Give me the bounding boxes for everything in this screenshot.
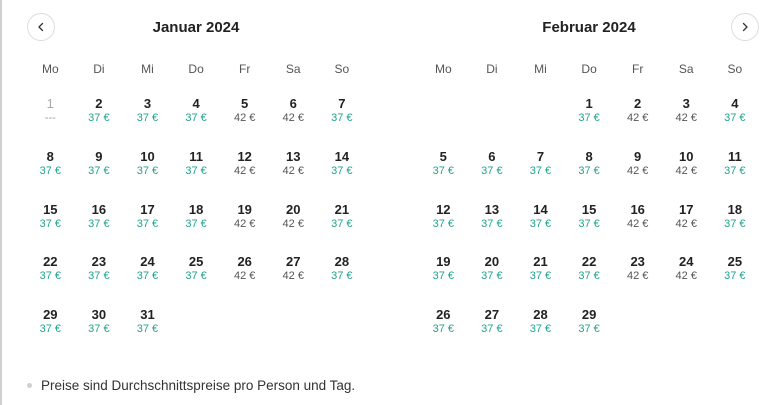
day-cell[interactable] (318, 202, 367, 255)
day-price: 37 € (331, 112, 353, 124)
month-title: Februar 2024 (542, 19, 636, 36)
weekday-header (26, 62, 366, 76)
weekday-label: Di (486, 62, 498, 76)
day-number: 11 (189, 148, 203, 164)
day-price: 42 € (626, 164, 649, 177)
day-number: 6 (289, 96, 297, 111)
day-number: 13 (286, 148, 301, 164)
day-number: 16 (91, 201, 107, 217)
month-title: Januar 2024 (152, 19, 240, 36)
day-cell[interactable] (468, 149, 517, 202)
day-price: 37 € (185, 270, 207, 283)
day-price: 42 € (282, 112, 304, 124)
day-number: 14 (334, 148, 350, 164)
day-cell[interactable] (123, 307, 172, 360)
day-number: 4 (731, 96, 739, 111)
day-cell[interactable] (613, 254, 662, 307)
day-cell[interactable] (220, 149, 269, 202)
day-cell[interactable] (711, 96, 760, 149)
weekday-label: Mi (534, 62, 547, 76)
day-number: 19 (237, 201, 252, 217)
day-number: 2 (634, 96, 642, 111)
day-number: 13 (484, 201, 500, 217)
day-number: 22 (581, 254, 597, 270)
day-price: 37 € (185, 217, 207, 230)
day-number: 14 (533, 201, 548, 217)
day-cell[interactable] (172, 254, 221, 307)
day-price: 42 € (626, 112, 649, 124)
day-number: 20 (286, 201, 301, 217)
day-number: 3 (143, 96, 152, 111)
day-price: 37 € (432, 323, 454, 336)
day-price: 37 € (39, 217, 61, 230)
day-number: 17 (140, 201, 155, 217)
day-price: 37 € (578, 112, 600, 124)
day-cell[interactable] (26, 307, 75, 360)
day-cell[interactable] (516, 254, 565, 307)
day-number: 27 (286, 254, 301, 270)
day-cell[interactable] (26, 149, 75, 202)
day-number: 29 (581, 307, 597, 323)
day-price: 37 € (39, 323, 61, 336)
day-number: 23 (630, 254, 645, 270)
day-cell[interactable] (565, 96, 614, 149)
day-cell[interactable] (75, 254, 124, 307)
day-price: 37 € (88, 270, 110, 283)
weekday-label: Do (188, 62, 204, 76)
day-price: 37 € (724, 112, 746, 124)
day-cell (26, 96, 75, 149)
day-number: 30 (91, 307, 107, 323)
day-price: 37 € (136, 217, 159, 230)
day-number: 15 (43, 201, 58, 217)
day-number: 24 (140, 254, 155, 270)
day-price: 37 € (481, 270, 503, 283)
day-price: 37 € (331, 164, 353, 177)
day-price: 37 € (481, 323, 503, 336)
day-number: 5 (241, 96, 249, 111)
weekday-label: Sa (678, 62, 694, 76)
day-cell[interactable] (269, 254, 318, 307)
day-price: 37 € (331, 270, 353, 283)
weekday-label: Di (93, 62, 105, 76)
day-number: 12 (436, 201, 451, 217)
day-number: 29 (43, 307, 58, 323)
day-price: 37 € (136, 164, 159, 177)
day-cell[interactable] (419, 254, 468, 307)
day-price: 37 € (724, 164, 746, 177)
day-number: 9 (634, 148, 642, 164)
day-price: 37 € (578, 323, 600, 336)
empty-cell (468, 96, 517, 149)
day-cell[interactable] (172, 96, 221, 149)
day-grid (419, 96, 759, 360)
day-price: 42 € (626, 270, 649, 283)
weekday-label: Fr (632, 62, 644, 76)
day-cell[interactable] (565, 149, 614, 202)
day-cell[interactable] (565, 202, 614, 255)
day-price: 42 € (675, 164, 697, 177)
day-cell[interactable] (613, 202, 662, 255)
day-number: 26 (237, 254, 252, 270)
day-number: 23 (91, 254, 107, 270)
day-number: 21 (334, 201, 350, 217)
day-cell[interactable] (468, 202, 517, 255)
day-cell[interactable] (26, 202, 75, 255)
price-footnote (27, 378, 355, 393)
day-price: 37 € (39, 164, 61, 177)
day-cell[interactable] (516, 202, 565, 255)
footnote-text: Preise sind Durchschnittspreise pro Person und Tag. (41, 378, 356, 393)
day-number: 20 (484, 254, 500, 270)
day-price: 37 € (136, 270, 159, 283)
day-cell[interactable] (662, 149, 711, 202)
left-border (0, 0, 2, 405)
day-price: --- (44, 112, 56, 124)
day-price: 37 € (185, 164, 207, 177)
day-price: 37 € (578, 270, 600, 283)
day-price: 37 € (432, 164, 454, 177)
day-number: 18 (188, 201, 204, 217)
day-cell[interactable] (565, 254, 614, 307)
day-cell[interactable] (26, 254, 75, 307)
day-cell[interactable] (172, 149, 221, 202)
day-number: 17 (679, 201, 694, 217)
day-price: 42 € (626, 217, 649, 230)
day-cell[interactable] (711, 254, 760, 307)
day-cell[interactable] (123, 254, 172, 307)
day-cell[interactable] (123, 96, 172, 149)
day-price: 42 € (233, 217, 256, 230)
day-number: 7 (536, 148, 545, 164)
day-number: 18 (727, 201, 743, 217)
day-number: 4 (192, 96, 200, 111)
day-price: 42 € (675, 217, 697, 230)
day-cell[interactable] (269, 149, 318, 202)
day-number: 16 (630, 201, 645, 217)
day-price: 42 € (282, 217, 304, 230)
day-price: 37 € (39, 270, 61, 283)
day-number: 22 (43, 254, 58, 270)
day-price: 37 € (136, 112, 159, 124)
day-cell[interactable] (75, 307, 124, 360)
weekday-label: Mo (41, 62, 59, 76)
day-grid (26, 96, 366, 360)
day-price: 37 € (432, 270, 454, 283)
day-cell[interactable] (172, 202, 221, 255)
day-price: 42 € (282, 164, 304, 177)
day-number: 25 (188, 254, 204, 270)
day-number: 7 (338, 96, 346, 111)
day-number: 21 (533, 254, 548, 270)
day-cell[interactable] (419, 307, 468, 360)
weekday-label: Sa (285, 62, 301, 76)
day-number: 27 (484, 307, 500, 323)
weekday-label: Mo (434, 62, 452, 76)
day-number: 26 (436, 307, 451, 323)
day-price: 42 € (233, 270, 256, 283)
weekday-header (419, 62, 759, 76)
day-price: 37 € (578, 217, 600, 230)
day-price: 42 € (282, 270, 304, 283)
day-cell[interactable] (662, 96, 711, 149)
day-number: 2 (95, 96, 103, 111)
day-number: 24 (679, 254, 694, 270)
weekday-label: So (727, 62, 743, 76)
day-number: 8 (46, 148, 54, 164)
day-cell[interactable] (75, 202, 124, 255)
day-number: 5 (439, 148, 447, 164)
day-price: 37 € (432, 217, 454, 230)
day-number: 9 (95, 148, 103, 164)
day-cell[interactable] (468, 254, 517, 307)
day-price: 42 € (675, 112, 697, 124)
day-cell[interactable] (516, 307, 565, 360)
day-cell[interactable] (123, 149, 172, 202)
day-price: 37 € (88, 164, 110, 177)
day-cell[interactable] (318, 149, 367, 202)
day-price: 37 € (331, 217, 353, 230)
empty-cell (419, 96, 468, 149)
day-number: 1 (585, 96, 593, 111)
day-cell[interactable] (220, 254, 269, 307)
day-number: 11 (727, 148, 742, 164)
day-cell[interactable] (75, 96, 124, 149)
day-price: 42 € (675, 270, 697, 283)
empty-cell (516, 96, 565, 149)
day-cell[interactable] (662, 202, 711, 255)
day-price: 37 € (578, 164, 600, 177)
day-cell[interactable] (269, 96, 318, 149)
weekday-label: So (334, 62, 350, 76)
day-cell[interactable] (711, 149, 760, 202)
day-price: 37 € (724, 217, 746, 230)
day-cell[interactable] (613, 96, 662, 149)
day-number: 10 (679, 148, 694, 164)
day-price: 37 € (529, 217, 552, 230)
day-number: 10 (140, 148, 155, 164)
day-number: 28 (334, 254, 350, 270)
day-price: 37 € (88, 217, 110, 230)
day-price: 42 € (233, 164, 256, 177)
day-price: 37 € (185, 112, 207, 124)
day-price: 37 € (88, 323, 110, 336)
day-price: 37 € (529, 323, 552, 336)
day-number: 3 (682, 96, 690, 111)
day-price: 37 € (529, 164, 552, 177)
day-cell[interactable] (269, 202, 318, 255)
day-cell[interactable] (75, 149, 124, 202)
day-number: 6 (488, 148, 496, 164)
weekday-label: Fr (239, 62, 251, 76)
day-cell[interactable] (318, 96, 367, 149)
day-price: 37 € (88, 112, 110, 124)
day-cell[interactable] (123, 202, 172, 255)
day-number: 8 (585, 148, 593, 164)
day-cell[interactable] (220, 96, 269, 149)
day-number: 1 (46, 96, 54, 111)
day-price: 37 € (481, 217, 503, 230)
day-number: 25 (727, 254, 743, 270)
day-number: 31 (140, 307, 155, 323)
day-price: 37 € (724, 270, 746, 283)
day-price: 37 € (481, 164, 503, 177)
day-cell[interactable] (419, 202, 468, 255)
day-number: 28 (533, 307, 548, 323)
day-cell[interactable] (711, 202, 760, 255)
day-number: 12 (237, 148, 252, 164)
day-number: 19 (436, 254, 451, 270)
day-number: 15 (581, 201, 597, 217)
day-cell[interactable] (318, 254, 367, 307)
bullet-icon (27, 383, 32, 388)
day-price: 37 € (529, 270, 552, 283)
weekday-label: Mi (141, 62, 154, 76)
day-cell[interactable] (516, 149, 565, 202)
day-cell[interactable] (613, 149, 662, 202)
day-cell[interactable] (419, 149, 468, 202)
day-cell[interactable] (468, 307, 517, 360)
day-price: 42 € (233, 112, 256, 124)
day-cell[interactable] (565, 307, 614, 360)
day-cell[interactable] (220, 202, 269, 255)
weekday-label: Do (581, 62, 597, 76)
day-price: 37 € (136, 323, 159, 336)
day-cell[interactable] (662, 254, 711, 307)
